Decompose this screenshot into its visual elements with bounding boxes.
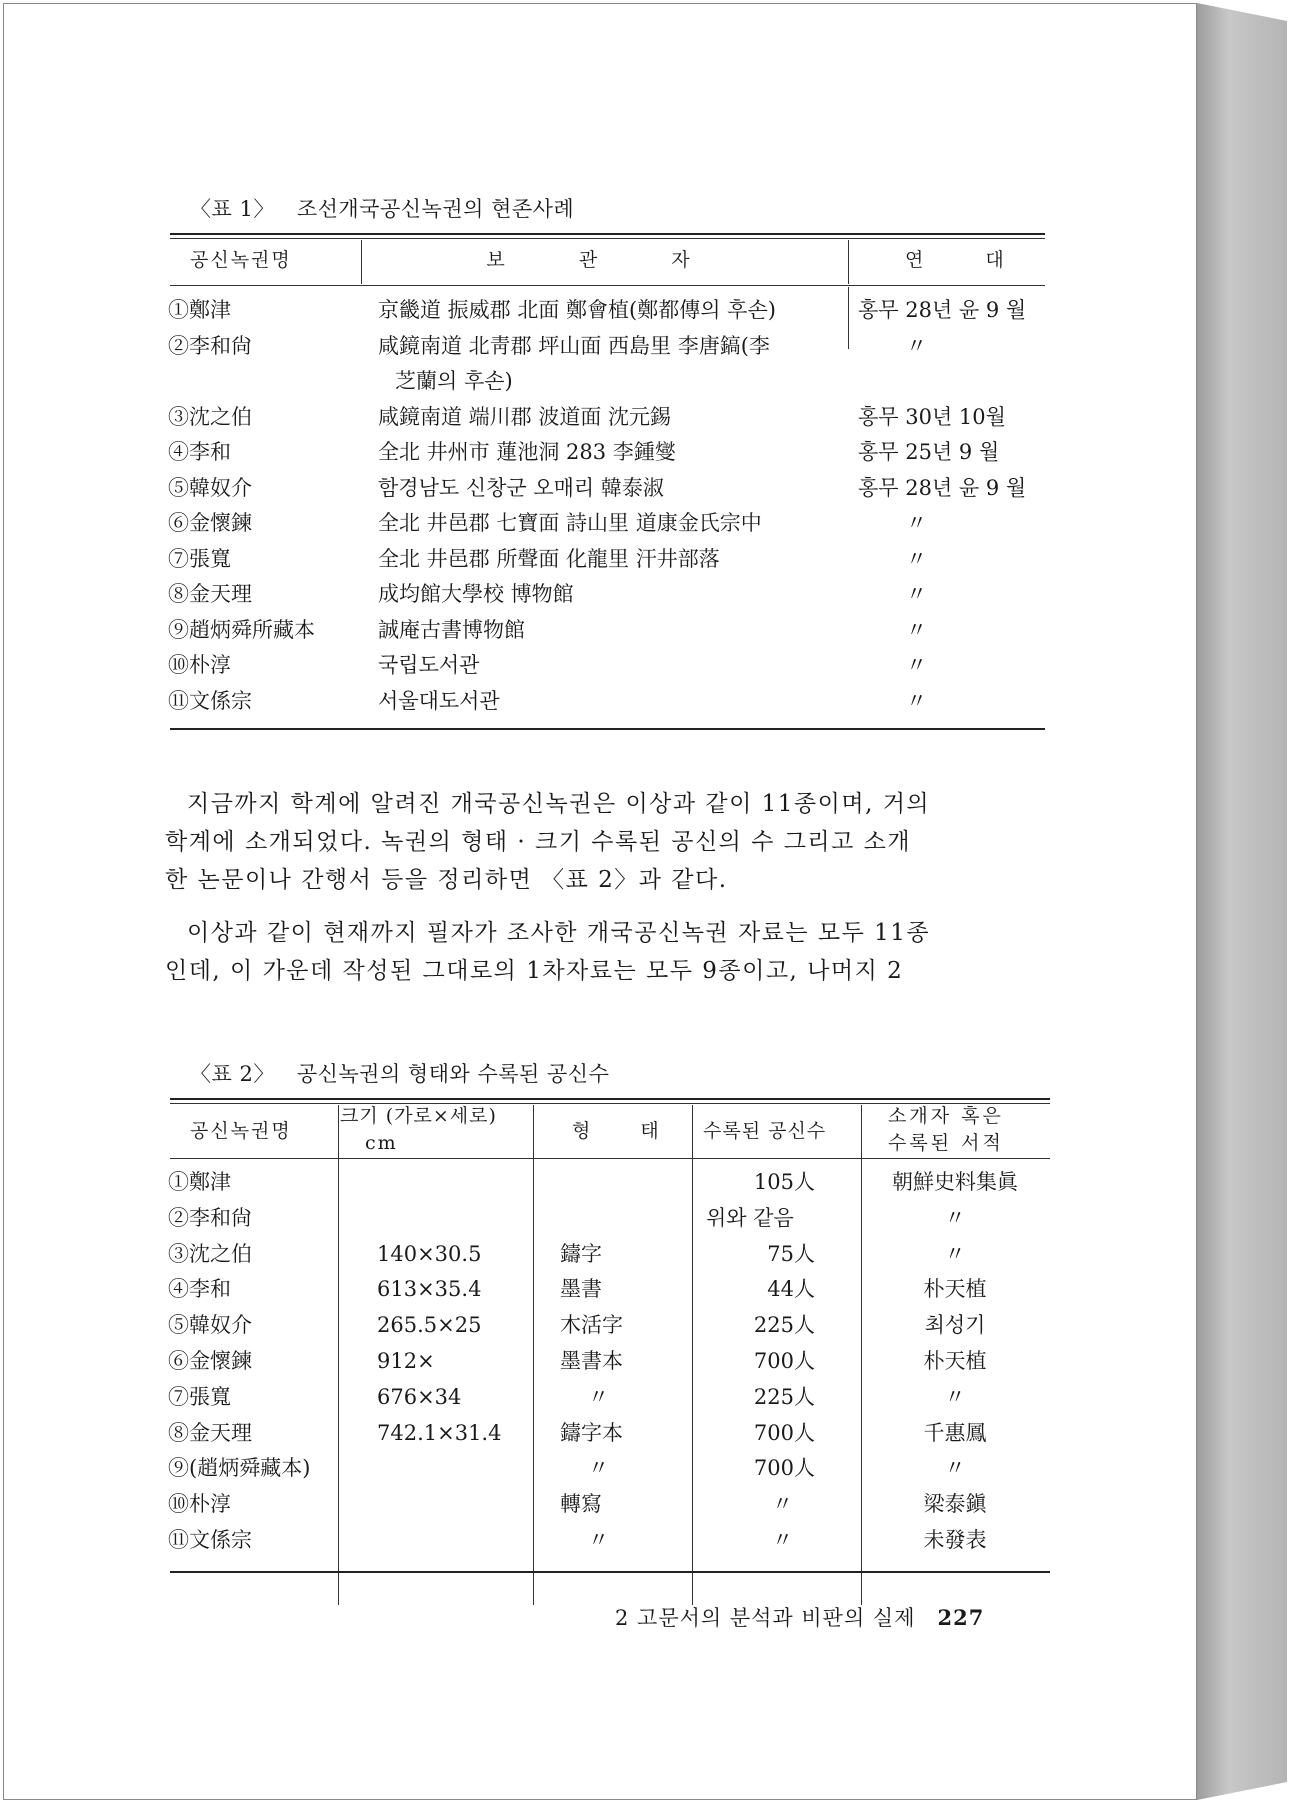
table2-cell-count: 44人 <box>767 1277 815 1302</box>
table1-cell-year: 〃 <box>906 582 927 606</box>
table1-cell-name: ⑧金天理 <box>168 582 252 606</box>
table1-cell-year: 〃 <box>906 546 927 571</box>
table2-cell-form: 〃 <box>588 1528 609 1552</box>
table1-cell-holder: 京畿道 振威郡 北面 鄭會植(鄭都傳의 후손) <box>378 298 776 322</box>
table1-cell-year: 〃 <box>906 688 927 713</box>
table2-cell-form: 〃 <box>588 1384 609 1409</box>
table1-body-divider <box>848 287 849 349</box>
table1-cell-year: 〃 <box>906 617 927 642</box>
table2-cell-form: 木活字 <box>560 1313 623 1338</box>
table1-cell-name: ⑨趙炳舜所藏本 <box>168 617 315 642</box>
table2-cell-source: 朴天植 <box>923 1349 987 1373</box>
table1-cell-name: ②李和尙 <box>168 333 252 358</box>
table1-cell-holder: 誠庵古書博物館 <box>378 617 525 642</box>
table1-cell-holder: 全北 井邑郡 七寶面 詩山里 道康金氏宗中 <box>378 511 762 535</box>
table2-bottom-rule <box>170 1571 1050 1573</box>
table2-cell-form: 鑄字 <box>560 1241 602 1266</box>
table2-cell-size: 613×35.4 <box>377 1277 482 1302</box>
table2-cell-name: ⑤韓奴介 <box>168 1313 252 1338</box>
table2-header-name: 공신녹권명 <box>190 1120 292 1142</box>
table1-cell-name: ⑥金懷鍊 <box>168 511 252 535</box>
table1-cell-year: 홍무 28년 윤 9 월 <box>858 475 1027 500</box>
table1-bottom-rule <box>170 728 1045 730</box>
table1-top-rule <box>170 233 1045 235</box>
table1-cell-holder: 全北 井邑郡 所聲面 化龍里 汗井部落 <box>378 546 720 571</box>
table2-col-divider-4 <box>861 1105 862 1605</box>
table2-cell-size: 676×34 <box>377 1384 462 1409</box>
table1-header-divider-2 <box>848 240 849 284</box>
table2-cell-count: 〃 <box>772 1528 793 1552</box>
page-footer <box>615 1602 984 1632</box>
table1-cell-year: 홍무 30년 10월 <box>858 404 1006 429</box>
table2-cell-name: ①鄭津 <box>168 1170 231 1194</box>
table1-cell-year: 홍무 28년 윤 9 월 <box>858 298 1027 322</box>
table2-cell-count: 75人 <box>767 1241 815 1266</box>
table2-cell-source: 朝鮮史料集眞 <box>892 1170 1018 1194</box>
table2-cell-form: 墨書本 <box>560 1349 623 1373</box>
table1-cell-name: ⑦張寬 <box>168 546 231 571</box>
table2-cell-source: 〃 <box>944 1456 966 1481</box>
table1-header-rule <box>170 285 1045 286</box>
table2-cell-name: ⑥金懷鍊 <box>168 1349 252 1373</box>
paragraph-line: 학계에 소개되었다. 녹권의 형태 · 크기 수록된 공신의 수 그리고 소개 <box>165 829 912 855</box>
table1-cell-name: ⑪文係宗 <box>168 688 252 713</box>
table2-cell-count: 700人 <box>753 1456 815 1481</box>
table2-top-rule <box>170 1098 1050 1100</box>
table1-cell-holder: 국립도서관 <box>378 653 480 677</box>
table2-header-source-1: 소개자 혹은 <box>888 1105 1004 1127</box>
table1-caption-title: 조선개국공신녹권의 현존사례 <box>296 197 575 221</box>
table2-cell-name: ⑨(趙炳舜藏本) <box>168 1456 311 1481</box>
table2-cell-count: 〃 <box>772 1492 793 1517</box>
table2-cell-form: 墨書 <box>560 1277 602 1302</box>
table1-cell-holder: 함경남도 신창군 오매리 韓泰淑 <box>378 475 664 500</box>
table1-cell-year: 〃 <box>906 333 927 358</box>
paragraph-line: 지금까지 학계에 알려진 개국공신녹권은 이상과 같이 11종이며, 거의 <box>187 791 931 817</box>
table2-header-source-2: 수록된 서적 <box>888 1132 1004 1154</box>
table1-cell-holder: 咸鏡南道 端川郡 波道面 沈元錫 <box>378 404 672 429</box>
table1-header-year: 연 대 <box>905 249 1032 271</box>
table2-cell-form: 〃 <box>588 1456 609 1481</box>
table1-top-rule-inner <box>170 238 1045 239</box>
table2-cell-count: 225人 <box>753 1384 815 1409</box>
table2-col-divider-1 <box>338 1105 339 1605</box>
table2-cell-source: 朴天植 <box>923 1277 987 1302</box>
table2-col-divider-3 <box>692 1105 693 1605</box>
table2-cell-size: 140×30.5 <box>377 1241 482 1266</box>
table2-header-form: 형 태 <box>572 1120 681 1142</box>
table1-caption <box>190 193 574 223</box>
table1-cell-name: ④李和 <box>168 440 231 464</box>
table1-cell-name: ③沈之伯 <box>168 404 252 429</box>
table2-cell-form: 轉寫 <box>560 1492 602 1517</box>
table2-cell-size: 742.1×31.4 <box>377 1420 502 1445</box>
table1-cell-name: ⑤韓奴介 <box>168 475 252 500</box>
table2-caption-number: 〈표 2〉 <box>190 1062 275 1086</box>
page-edge-shadow <box>1197 3 1287 1800</box>
table2-cell-name: ⑦張寬 <box>168 1384 231 1409</box>
paragraph-line: 이상과 같이 현재까지 필자가 조사한 개국공신녹권 자료는 모두 11종 <box>187 920 931 946</box>
table2-cell-name: ④李和 <box>168 1277 231 1302</box>
table2-cell-source: 未發表 <box>923 1528 987 1552</box>
table1-header-name: 공신녹권명 <box>190 249 292 271</box>
table1-cell-name: ①鄭津 <box>168 298 231 322</box>
table2-cell-count: 위와 같음 <box>706 1205 794 1230</box>
table2-cell-form: 鑄字本 <box>560 1420 623 1445</box>
table2-col-divider-2 <box>533 1105 534 1605</box>
table1-cell-holder: 서울대도서관 <box>378 688 500 713</box>
table1-header-holder: 보 관 자 <box>486 249 724 271</box>
table1-header-divider-1 <box>361 240 362 284</box>
table1-cell-year: 〃 <box>906 511 927 535</box>
table2-cell-source: 梁泰鎭 <box>923 1492 987 1517</box>
table2-cell-name: ③沈之伯 <box>168 1241 252 1266</box>
table2-header-size: 크기 (가로×세로) <box>340 1105 497 1127</box>
table2-caption <box>190 1058 609 1088</box>
table2-caption-title: 공신녹권의 형태와 수록된 공신수 <box>296 1062 610 1086</box>
table1-cell-holder: 全北 井州市 蓮池洞 283 李鍾燮 <box>378 440 676 464</box>
table2-top-rule-inner <box>170 1103 1050 1104</box>
table2-cell-count: 700人 <box>753 1420 815 1445</box>
table1-cell-year: 홍무 25년 9 월 <box>858 440 1000 464</box>
table2-cell-source: 千惠鳳 <box>923 1420 987 1445</box>
table2-header-count: 수록된 공신수 <box>703 1120 827 1142</box>
table2-cell-source: 〃 <box>944 1241 966 1266</box>
table2-cell-name: ⑩朴淳 <box>168 1492 231 1517</box>
table2-cell-count: 105人 <box>753 1170 815 1194</box>
table2-cell-source: 〃 <box>944 1205 966 1230</box>
table2-cell-name: ⑪文係宗 <box>168 1528 252 1552</box>
table1-cell-year: 〃 <box>906 653 927 677</box>
table2-header-rule <box>170 1158 1050 1159</box>
table2-cell-count: 225人 <box>753 1313 815 1338</box>
table2-cell-count: 700人 <box>753 1349 815 1373</box>
table2-header-size-unit: cm <box>365 1132 398 1154</box>
table1-cell-holder: 咸鏡南道 北靑郡 坪山面 西島里 李唐鎬(李 <box>378 333 770 358</box>
table2-cell-size: 265.5×25 <box>377 1313 482 1338</box>
paragraph-line: 인데, 이 가운데 작성된 그대로의 1차자료는 모두 9종이고, 나머지 2 <box>165 958 904 984</box>
table2-cell-source: 〃 <box>944 1384 966 1409</box>
table2-cell-size: 912× <box>377 1349 435 1373</box>
table2-cell-name: ⑧金天理 <box>168 1420 252 1445</box>
table1-cell-name: ⑩朴淳 <box>168 653 231 677</box>
table1-cell-holder: 成均館大學校 博物館 <box>378 582 574 606</box>
table2-cell-name: ②李和尙 <box>168 1205 252 1230</box>
paragraph-line: 한 논문이나 간행서 등을 정리하면 〈표 2〉과 같다. <box>165 867 728 893</box>
running-chapter-title: 2 고문서의 분석과 비판의 실제 <box>615 1606 916 1630</box>
table2-cell-source: 최성기 <box>924 1313 986 1338</box>
table1-caption-number: 〈표 1〉 <box>190 197 275 221</box>
page-number: 227 <box>937 1605 985 1630</box>
table1-cell-holder: 芝蘭의 후손) <box>395 369 513 393</box>
